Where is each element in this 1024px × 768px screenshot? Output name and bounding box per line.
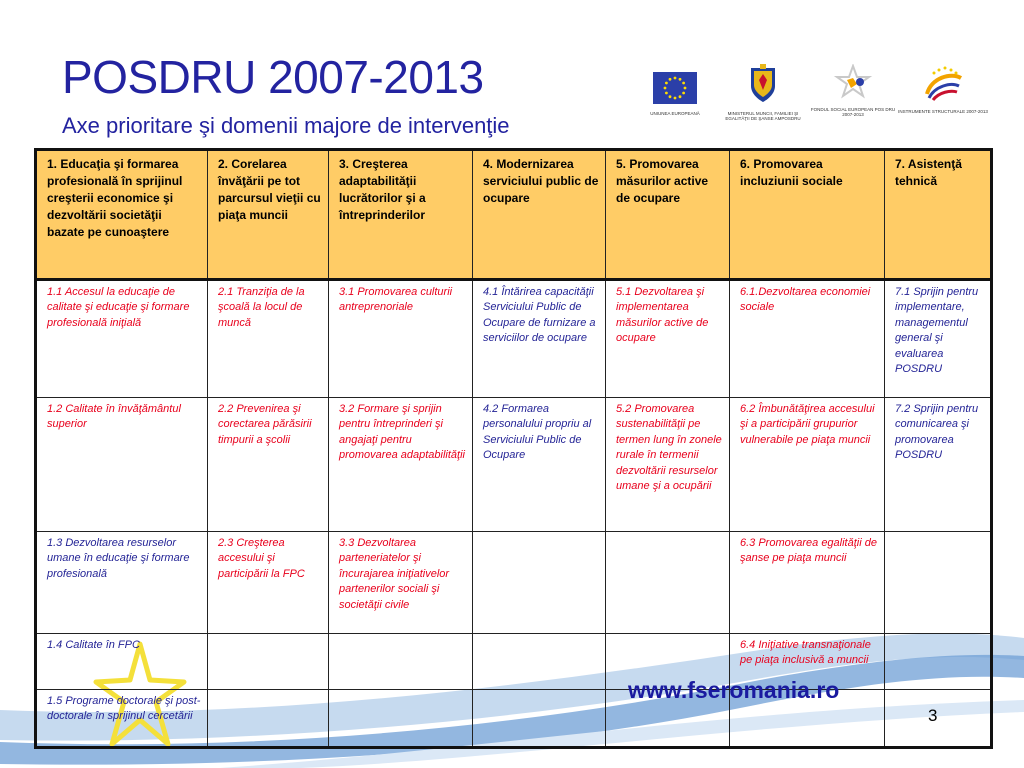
table-row (36, 280, 992, 398)
table-cell (885, 690, 992, 748)
table-cell: 2.1 Tranziţia de la şcoală la locul de muncă (208, 280, 329, 398)
page-number: 3 (928, 706, 938, 725)
table-cell (885, 634, 992, 690)
logo-caption: INSTRUMENTE STRUCTURALE 2007-2013 (898, 109, 988, 114)
table-cell: 6.3 Promovarea egalităţii de şanse pe piaţa muncii (730, 532, 885, 634)
table-cell (473, 634, 606, 690)
fse-logo-icon (833, 64, 873, 100)
table-row (36, 532, 992, 634)
website-link[interactable]: www.fseromania.ro (628, 677, 840, 703)
table-cell (329, 634, 473, 690)
table-row (36, 634, 992, 690)
table-header-cell: 5. Promovarea măsurilor active de ocupare (606, 150, 730, 280)
table-header-cell: 4. Modernizarea serviciului public de ocupare (473, 150, 606, 280)
eu-flag-icon (653, 72, 697, 104)
table-cell: 5.2 Promovarea sustenabilităţii pe termen lung în zonele rurale în termenii dezvoltării resurselor umane şi a ocupării (606, 398, 730, 532)
table-cell: 4.2 Formarea personalului propriu al Serviciului Public de Ocupare (473, 398, 606, 532)
table-cell (473, 532, 606, 634)
table-cell: 5.1 Dezvoltarea şi implementarea măsurilor active de ocupare (606, 280, 730, 398)
table-cell: 1.5 Programe doctorale şi post-doctorale în sprijinul cercetării (36, 690, 208, 748)
table-cell (208, 690, 329, 748)
page-subtitle: Axe prioritare şi domenii majore de intervenţie (62, 113, 510, 138)
table-cell: 1.4 Calitate în FPC (36, 634, 208, 690)
table-row (36, 398, 992, 532)
table-cell: 4.1 Întărirea capacităţii Serviciului Public de Ocupare de furnizare a serviciilor de ocupare (473, 280, 606, 398)
table-cell (473, 690, 606, 748)
partner-logos (630, 64, 1000, 134)
logo-caption: UNIUNEA EUROPEANĂ (650, 111, 700, 116)
table-header-row (36, 150, 992, 280)
table-header-cell: 7. Asistenţă tehnică (885, 150, 992, 280)
axes-table (34, 148, 993, 749)
table-header-cell: 3. Creşterea adaptabilităţii lucrătorilor şi a întreprinderilor (329, 150, 473, 280)
page-title: POSDRU 2007-2013 (62, 51, 484, 103)
ministry-logo (718, 64, 808, 121)
table-cell (606, 532, 730, 634)
eu-logo (630, 64, 720, 116)
table-row (36, 690, 992, 748)
table-cell: 2.2 Prevenirea şi corectarea părăsirii timpurii a şcolii (208, 398, 329, 532)
table-cell: 2.3 Creşterea accesului şi participării la FPC (208, 532, 329, 634)
romania-coat-of-arms-icon (748, 64, 778, 104)
table-cell: 3.2 Formare şi sprijin pentru întreprinderi şi angajaţi pentru promovarea adaptabilităţii (329, 398, 473, 532)
table-cell: 6.4 Iniţiative transnaţionale pe piaţa inclusivă a muncii (730, 634, 885, 690)
table-header-cell: 1. Educaţia şi formarea profesională în sprijinul creşterii economice şi dezvoltării societăţii bazate pe cunoaştere (36, 150, 208, 280)
fse-logo (808, 64, 898, 117)
table-cell: 3.3 Dezvoltarea parteneriatelor şi încurajarea iniţiativelor partenerilor sociali şi societăţii civile (329, 532, 473, 634)
structural-instruments-logo (898, 64, 988, 114)
logo-caption: MINISTERUL MUNCII, FAMILIEI ŞI EGALITĂŢII DE ŞANSE AMPOSDRU (725, 111, 801, 121)
table-cell: 1.2 Calitate în învăţământul superior (36, 398, 208, 532)
table-cell (329, 690, 473, 748)
structural-instruments-icon (921, 64, 965, 102)
table-cell: 7.2 Sprijin pentru comunicarea şi promovarea POSDRU (885, 398, 992, 532)
table-cell: 6.2 Îmbunătăţirea accesului şi a participării grupurior vulnerabile pe piaţa muncii (730, 398, 885, 532)
table-cell: 1.1 Accesul la educaţie de calitate şi educaţie şi formare profesională iniţială (36, 280, 208, 398)
table-cell (208, 634, 329, 690)
table-cell: 7.1 Sprijin pentru implementare, managementul general şi evaluarea POSDRU (885, 280, 992, 398)
table-cell: 1.3 Dezvoltarea resurselor umane în educaţie şi formare profesională (36, 532, 208, 634)
table-cell: 3.1 Promovarea culturii antreprenoriale (329, 280, 473, 398)
table-cell: 6.1.Dezvoltarea economiei sociale (730, 280, 885, 398)
table-cell (885, 532, 992, 634)
logo-caption: FONDUL SOCIAL EUROPEAN POS DRU 2007-2013 (810, 107, 896, 117)
table-header-cell: 6. Promovarea incluziunii sociale (730, 150, 885, 280)
table-header-cell: 2. Corelarea învăţării pe tot parcursul vieţii cu piaţa muncii (208, 150, 329, 280)
